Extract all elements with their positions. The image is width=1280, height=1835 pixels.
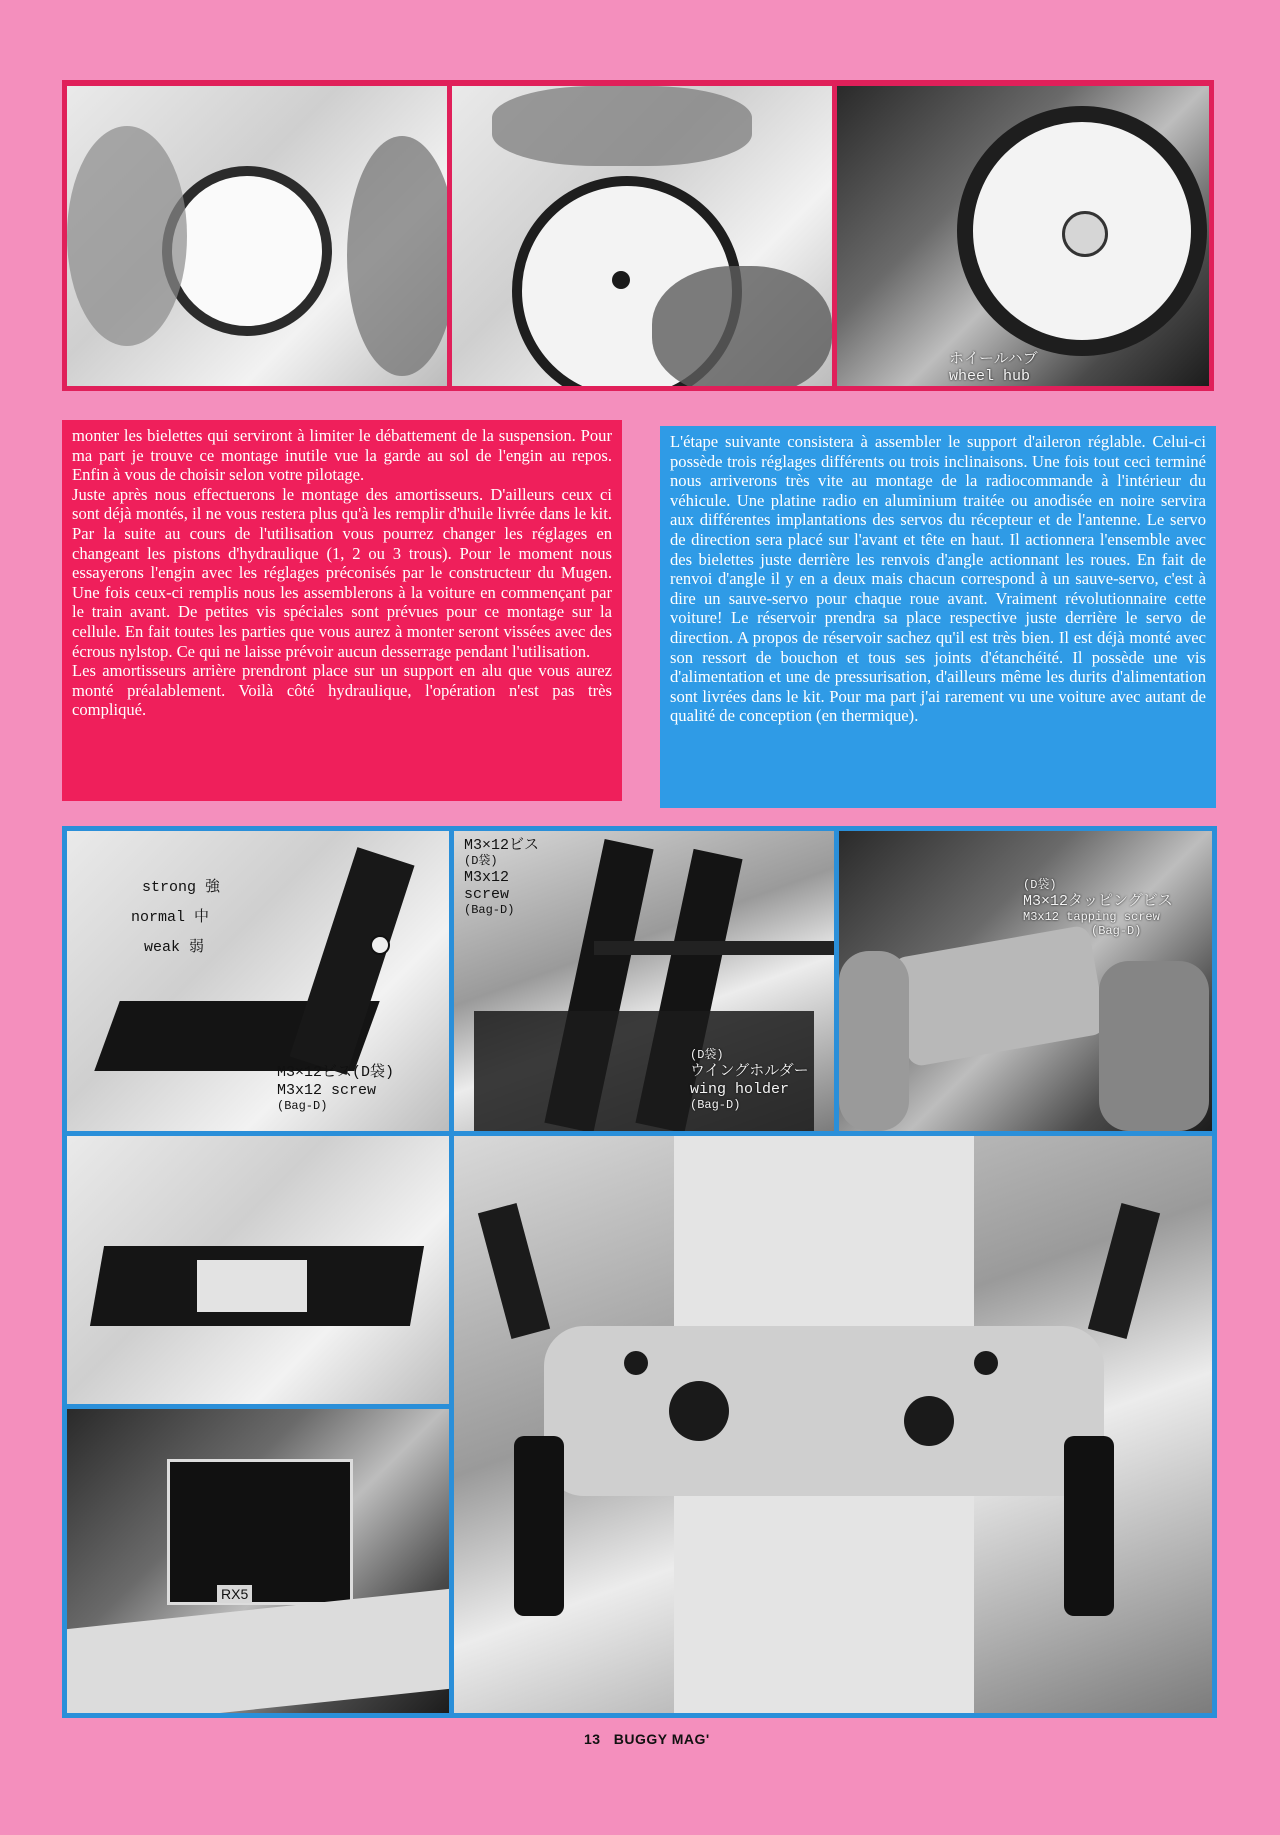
- receiver-label: RX5: [217, 1585, 252, 1603]
- photo-tire-mounting-2: [452, 86, 832, 386]
- left-paragraph-1: monter les bielettes qui serviront à limiter le débattement de la suspension. Pour ma part je trouve ce montage inutile vue la garde au sol de l'engin au repos. Enfin à vous de choisir selon votre pilotage.: [72, 426, 612, 485]
- setting-normal-label: normal 中: [131, 909, 210, 926]
- tapping-screw-bag-jp: (D袋): [1023, 878, 1057, 892]
- screw1-label-en: M3x12 screw: [277, 1082, 377, 1099]
- right-paragraph-1: L'étape suivante consistera à assembler le support d'aileron réglable. Celui-ci possède trois réglages différents ou trois inclinaisons. Une fois tout ceci terminé nous arriverons très vite au montage de la radiocommande à l'intérieur du véhicule. Une platine radio en aluminium traitée ou anodisée en noire servira aux différentes implantations des servos du récepteur et de l'antenne. Le servo de direction sera placé sur l'avant et tête en haut. Il actionnera l'ensemble avec des bielettes juste derrière les renvois d'angle actionnant les roues. En fait de renvoi d'angle il y en a deux mais chacun correspond à un sauve-servo, c'est à dire un sauve-servo pour chaque roue avant. Vraiment révolutionnaire cette voiture! Le réservoir prendra sa place respective juste derrière le servo de direction. A propos de réservoir sachez qu'il est très bien. Il est déjà monté avec son ressort de bouchon et tous ses joints d'étanchéité. Il possède une vis d'alimentation et une de pressurisation, d'ailleurs même les durits d'alimentation sont livrées dans le kit. Pour ma part j'ai rarement vu une voiture avec autant de qualité de conception (en thermique).: [670, 432, 1206, 726]
- screw2-label-jp: M3×12ビス: [464, 837, 540, 854]
- tapping-screw-label-jp: M3×12タッピングビス: [1023, 893, 1173, 910]
- photo-shock-tower: [454, 1136, 1212, 1713]
- wheel-hub-label-jp: ホイールハブ: [949, 351, 1038, 368]
- magazine-title: BUGGY MAG': [613, 1731, 710, 1747]
- wing-holder-bag-label: (Bag-D): [690, 1098, 741, 1112]
- shock-tower-plate: [544, 1326, 1104, 1496]
- wing-holder-label-jp: ウイングホルダー: [690, 1063, 809, 1080]
- left-paragraph-2: Juste après nous effectuerons le montage des amortisseurs. D'ailleurs ceux ci sont déjà montés, il ne vous restera plus qu'à les remplir d'huile livrée dans le kit. Par la suite au cours de l'utilisation vous pourrez changer les réglages en changeant les pistons d'hydraulique (1, 2 ou 3 trous). Pour le moment nous essayerons l'engin avec les réglages préconisés par le constructeur du Mugen. Une fois ceux-ci remplis nous les assemblerons à la voiture en commençant par le train avant. De petites vis spéciales sont prévues pour ce montage sur la cellule. En fait toutes les parties que vous aurez à monter seront vissées avec des écrous nylstop. Ce qui ne laisse prévoir aucun desserrage pendant l'utilisation.: [72, 484, 612, 661]
- page-footer: [584, 1731, 710, 1747]
- page-number: 13: [584, 1731, 601, 1747]
- setting-weak-label: weak 弱: [144, 939, 205, 956]
- photo-tire-mounting-1: [67, 86, 447, 386]
- left-paragraph-3: Les amortisseurs arrière prendront place sur un support en alu que vous aurez monté préalablement. Voilà côté hydraulique, l'opération n'est pas très compliqué.: [72, 661, 612, 720]
- tapping-screw-label-en: M3x12 tapping screw: [1023, 910, 1160, 924]
- photo-wing-holder: [454, 831, 834, 1131]
- setting-strong-label: strong 強: [142, 879, 221, 896]
- photo-wheel-hub: [837, 86, 1209, 386]
- right-article-column: [660, 426, 1216, 808]
- screw2-bag-label: (Bag-D): [464, 903, 515, 917]
- screw1-label-jp: M3×12ビス(D袋): [277, 1064, 395, 1081]
- screw1-bag-label: (Bag-D): [277, 1099, 328, 1113]
- photo-radio-plate: [67, 1136, 449, 1404]
- tapping-screw-bag-label: (Bag-D): [1091, 924, 1142, 938]
- photo-receiver-installed: [67, 1409, 449, 1713]
- wheel-hub-label-en: wheel hub: [949, 368, 1031, 385]
- left-article-column: [62, 420, 622, 801]
- photo-wing-mount-settings: [67, 831, 449, 1131]
- wing-holder-label-en: wing holder: [690, 1081, 790, 1098]
- screw2-bag-jp: (D袋): [464, 854, 498, 868]
- photo-tapping-screw: [839, 831, 1212, 1131]
- screw2-label-en2: screw: [464, 886, 510, 903]
- wing-holder-bag-jp: (D袋): [690, 1048, 724, 1062]
- screw2-label-en1: M3x12: [464, 869, 510, 886]
